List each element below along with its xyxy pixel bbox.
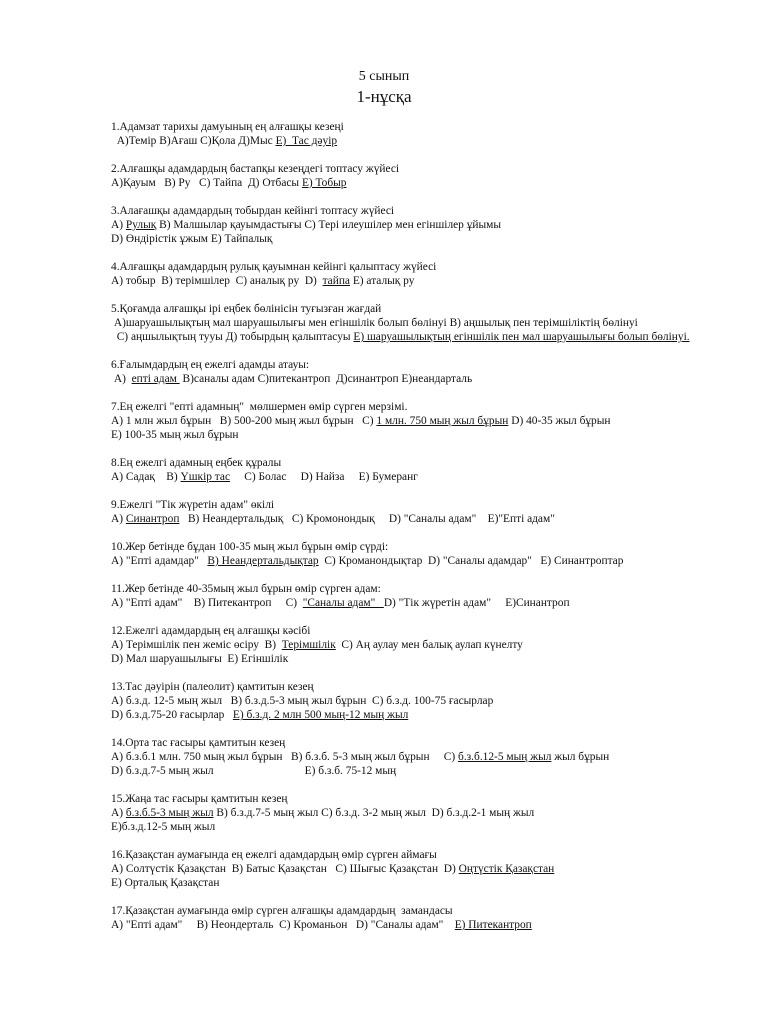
correct-answer: "Саналы адам" bbox=[302, 597, 384, 609]
text-run: А) Терімшілік пен жеміс өсіру В) bbox=[111, 639, 282, 651]
text-run: В) б.з.д.7-5 мың жыл С) б.з.д. 3-2 мың жыл D) б.з.д.2-1 мың жыл bbox=[213, 807, 535, 819]
answer-options-line bbox=[111, 862, 716, 876]
question-text bbox=[111, 904, 716, 918]
text-run: 16.Қазақстан аумағында ең ежелгі адамдардың өмір сүрген аймағы bbox=[111, 849, 437, 861]
question-text bbox=[111, 540, 716, 554]
text-run: А) bbox=[111, 807, 126, 819]
document-header bbox=[0, 69, 768, 107]
answer-options-line bbox=[111, 764, 716, 778]
question-text bbox=[111, 162, 716, 176]
answer-options-line bbox=[111, 554, 716, 568]
text-run: 5.Қоғамда алғашқы ірі еңбек бөлінісін туғызған жағдай bbox=[111, 303, 382, 315]
text-run: Е) Орталық Қазақстан bbox=[111, 877, 220, 889]
correct-answer: тайпа bbox=[322, 275, 350, 287]
question-text bbox=[111, 260, 716, 274]
question-text bbox=[111, 204, 716, 218]
text-run: D) Өндірістік ұжым Е) Тайпалық bbox=[111, 233, 273, 245]
question-text bbox=[111, 624, 716, 638]
answer-options-line bbox=[111, 652, 716, 666]
answer-options-line bbox=[111, 274, 716, 288]
variant-title: 1-нұсқа bbox=[356, 86, 412, 106]
text-run: 7.Ең ежелгі "епті адамның" мөлшермен өмір сүрген мерзімі. bbox=[111, 401, 408, 413]
text-run: Е) 100-35 мың жыл бұрын bbox=[111, 429, 239, 441]
question-1 bbox=[111, 120, 716, 148]
grade-title: 5 сынып bbox=[358, 69, 410, 84]
answer-options-line bbox=[111, 638, 716, 652]
answer-options-line bbox=[111, 134, 716, 148]
question-17 bbox=[111, 904, 716, 932]
text-run: 10.Жер бетінде бұдан 100-35 мың жыл бұрын өмір сүрді: bbox=[111, 541, 389, 553]
correct-answer: епті адам bbox=[131, 373, 180, 385]
question-text bbox=[111, 400, 716, 414]
answer-options-line bbox=[111, 470, 716, 484]
text-run: 13.Тас дәуірін (палеолит) қамтитын кезең bbox=[111, 681, 314, 693]
text-run: 1.Адамзат тарихы дамуының ең алғашқы кезеңі bbox=[111, 121, 344, 133]
correct-answer: Үшкір тас bbox=[180, 471, 231, 483]
question-3 bbox=[111, 204, 716, 246]
text-run: В) Неандертальдық С) Кромонондық D) "Саналы адам" Е)"Епті адам" bbox=[179, 513, 555, 525]
answer-options-line bbox=[111, 372, 716, 386]
answer-options-line bbox=[111, 750, 716, 764]
text-run: жыл бұрын bbox=[551, 751, 610, 763]
question-4 bbox=[111, 260, 716, 288]
answer-options-line bbox=[111, 428, 716, 442]
text-run: А)шаруашылықтың мал шаруашылығы мен егіншілік болып бөлінуі В) аңшылық пен терімшіліктің бөлінуі bbox=[111, 317, 638, 329]
text-run: А) б.з.б.1 млн. 750 мың жыл бұрын В) б.з.б. 5-3 мың жыл бұрын С) bbox=[111, 751, 459, 763]
text-run: А) 1 млн жыл бұрын В) 500-200 мың жыл бұрын С) bbox=[111, 415, 377, 427]
question-9 bbox=[111, 498, 716, 526]
question-2 bbox=[111, 162, 716, 190]
text-run: Е) аталық ру bbox=[349, 275, 415, 287]
text-run: А) Солтүстік Қазақстан В) Батыс Қазақстан С) Шығыс Қазақстан D) bbox=[111, 863, 459, 875]
answer-options-line bbox=[111, 694, 716, 708]
question-16 bbox=[111, 848, 716, 890]
text-run: А) Садақ В) bbox=[111, 471, 181, 483]
text-run: 6.Ғалымдардың ең ежелгі адамды атауы: bbox=[111, 359, 310, 371]
correct-answer: Е) Тобыр bbox=[301, 177, 347, 189]
answer-options-line bbox=[111, 316, 716, 330]
question-12 bbox=[111, 624, 716, 666]
text-run: 9.Ежелгі "Тік жүретін адам" өкілі bbox=[111, 499, 275, 511]
text-run: А) "Епті адам" В) Питекантроп С) bbox=[111, 597, 303, 609]
text-run: А) б.з.д. 12-5 мың жыл В) б.з.д.5-3 мың жыл бұрын С) б.з.д. 100-75 ғасырлар bbox=[111, 695, 494, 707]
correct-answer: Рулық bbox=[125, 219, 157, 231]
text-run: А) bbox=[111, 513, 126, 525]
question-5 bbox=[111, 302, 716, 344]
text-run: 11.Жер бетінде 40-35мың жыл бұрын өмір сүрген адам: bbox=[111, 583, 381, 595]
question-text bbox=[111, 498, 716, 512]
correct-answer: б.з.б.12-5 мың жыл bbox=[458, 751, 552, 763]
text-run: D) б.з.д.75-20 ғасырлар bbox=[111, 709, 233, 721]
question-text bbox=[111, 120, 716, 134]
text-run: 17.Қазақстан аумағында өмір сүрген алғашқы адамдардың замандасы bbox=[111, 905, 453, 917]
answer-options-line bbox=[111, 176, 716, 190]
text-run: А) bbox=[111, 219, 126, 231]
question-11 bbox=[111, 582, 716, 610]
correct-answer: 1 млн. 750 мың жыл бұрын bbox=[376, 415, 509, 427]
answer-options-line bbox=[111, 876, 716, 890]
question-list bbox=[111, 120, 716, 946]
text-run: А) bbox=[111, 373, 132, 385]
correct-answer: Е) Тас дәуір bbox=[275, 135, 338, 147]
correct-answer: Е) б.з.д. 2 млн 500 мың-12 мың жыл bbox=[232, 709, 409, 721]
question-text bbox=[111, 456, 716, 470]
correct-answer: Синантроп bbox=[125, 513, 180, 525]
text-run: Е)б.з.д.12-5 мың жыл bbox=[111, 821, 216, 833]
correct-answer: Терімшілік bbox=[281, 639, 336, 651]
question-15 bbox=[111, 792, 716, 834]
answer-options-line bbox=[111, 218, 716, 232]
answer-options-line bbox=[111, 820, 716, 834]
correct-answer: Е) шаруашылықтың егіншілік пен мал шаруашылығы болып бөлінуі. bbox=[353, 331, 690, 343]
text-run: D) б.з.д.7-5 мың жыл Е) б.з.б. 75-12 мың bbox=[111, 765, 397, 777]
correct-answer: В) Неандертальдықтар bbox=[207, 555, 319, 567]
correct-answer: б.з.б.5-3 мың жыл bbox=[125, 807, 214, 819]
answer-options-line bbox=[111, 918, 716, 932]
text-run: С) Аң аулау мен балық аулап күнелту bbox=[335, 639, 523, 651]
text-run: D) Мал шаруашылығы Е) Егіншілік bbox=[111, 653, 289, 665]
question-text bbox=[111, 792, 716, 806]
text-run: А) тобыр В) терімшілер С) аналық ру D) bbox=[111, 275, 323, 287]
correct-answer: Е) Питекантроп bbox=[454, 919, 532, 931]
text-run: 15.Жаңа тас ғасыры қамтитын кезең bbox=[111, 793, 288, 805]
answer-options-line bbox=[111, 512, 716, 526]
text-run: D) 40-35 жыл бұрын bbox=[508, 415, 611, 427]
question-text bbox=[111, 848, 716, 862]
question-text bbox=[111, 302, 716, 316]
question-text bbox=[111, 358, 716, 372]
question-8 bbox=[111, 456, 716, 484]
text-run: 4.Алғашқы адамдардың рулық қауымнан кейінгі қалыптасу жүйесі bbox=[111, 261, 437, 273]
question-7 bbox=[111, 400, 716, 442]
text-run: А) "Епті адамдар" bbox=[111, 555, 208, 567]
question-text bbox=[111, 582, 716, 596]
text-run: А)Қауым В) Ру С) Тайпа Д) Отбасы bbox=[111, 177, 302, 189]
question-text bbox=[111, 680, 716, 694]
answer-options-line bbox=[111, 596, 716, 610]
text-run: 2.Алғашқы адамдардың бастапқы кезеңдегі топтасу жүйесі bbox=[111, 163, 400, 175]
text-run: С) аңшылықтың тууы Д) тобырдың қалыптасуы bbox=[111, 331, 354, 343]
answer-options-line bbox=[111, 806, 716, 820]
answer-options-line bbox=[111, 414, 716, 428]
question-14 bbox=[111, 736, 716, 778]
text-run: В)саналы адам С)питекантроп Д)синантроп Е)неандарталь bbox=[179, 373, 473, 385]
question-6 bbox=[111, 358, 716, 386]
text-run: 3.Алағашқы адамдардың тобырдан кейінгі топтасу жүйесі bbox=[111, 205, 395, 217]
text-run: В) Малшылар қауымдастығы С) Тері илеушілер мен егіншілер ұйымы bbox=[156, 219, 502, 231]
answer-options-line bbox=[111, 708, 716, 722]
text-run: 12.Ежелгі адамдардың ең алғашқы кәсібі bbox=[111, 625, 311, 637]
question-text bbox=[111, 736, 716, 750]
answer-options-line bbox=[111, 330, 716, 344]
text-run: D) "Тік жүретін адам" Е)Синантроп bbox=[383, 597, 570, 609]
text-run: А) "Епті адам" В) Неондерталь С) Кроманьон D) "Саналы адам" bbox=[111, 919, 455, 931]
correct-answer: Оңтүстік Қазақстан bbox=[458, 863, 555, 875]
text-run: С) Кроманондықтар D) "Саналы адамдар" Е) Синантроптар bbox=[318, 555, 624, 567]
question-10 bbox=[111, 540, 716, 568]
answer-options-line bbox=[111, 232, 716, 246]
question-13 bbox=[111, 680, 716, 722]
text-run: С) Болас D) Найза Е) Бумеранг bbox=[230, 471, 418, 483]
text-run: А)Темір В)Ағаш С)Қола Д)Мыс bbox=[111, 135, 276, 147]
text-run: 14.Орта тас ғасыры қамтитын кезең bbox=[111, 737, 286, 749]
text-run: 8.Ең ежелгі адамның еңбек құралы bbox=[111, 457, 282, 469]
